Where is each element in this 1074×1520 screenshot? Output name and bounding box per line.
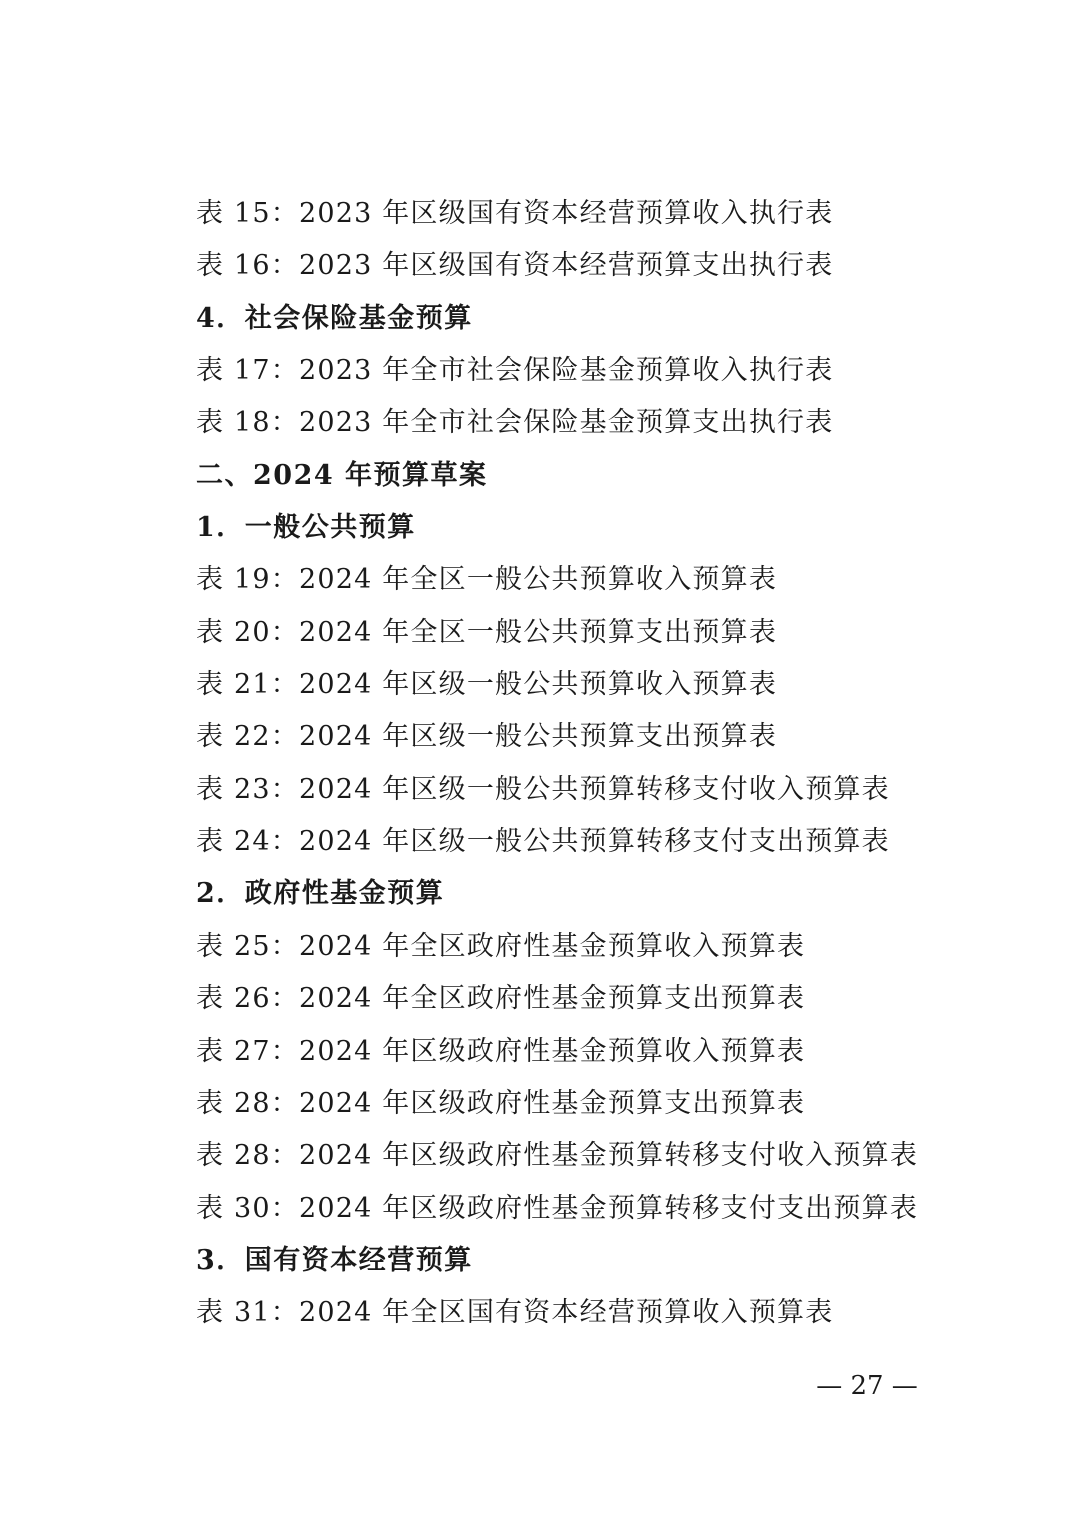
list-item: 表 28：2024 年区级政府性基金预算转移支付收入预算表 [196, 1140, 919, 1172]
list-item: 表 28：2024 年区级政府性基金预算支出预算表 [196, 1087, 806, 1119]
section-heading: 1．一般公共预算 [196, 512, 416, 544]
section-heading: 2．政府性基金预算 [196, 878, 445, 910]
section-heading: 3．国有资本经营预算 [196, 1244, 473, 1276]
list-item: 表 18：2023 年全市社会保险基金预算支出执行表 [196, 407, 834, 439]
table-of-contents-list [196, 188, 1016, 1340]
list-item: 表 19：2024 年全区一般公共预算收入预算表 [196, 564, 778, 596]
list-item: 表 26：2024 年全区政府性基金预算支出预算表 [196, 983, 806, 1015]
list-item: 表 30：2024 年区级政府性基金预算转移支付支出预算表 [196, 1192, 919, 1224]
section-heading: 4．社会保险基金预算 [196, 302, 473, 334]
section-heading: 二、2024 年预算草案 [196, 459, 488, 491]
list-item: 表 21：2024 年区级一般公共预算收入预算表 [196, 669, 778, 701]
page-number: — 27 — [816, 1371, 918, 1401]
list-item: 表 23：2024 年区级一般公共预算转移支付收入预算表 [196, 773, 890, 805]
list-item: 表 17：2023 年全市社会保险基金预算收入执行表 [196, 355, 834, 387]
list-item: 表 20：2024 年全区一般公共预算支出预算表 [196, 616, 778, 648]
list-item: 表 25：2024 年全区政府性基金预算收入预算表 [196, 930, 806, 962]
list-item: 表 27：2024 年区级政府性基金预算收入预算表 [196, 1035, 806, 1067]
list-item: 表 31：2024 年全区国有资本经营预算收入预算表 [196, 1297, 834, 1329]
list-item: 表 22：2024 年区级一般公共预算支出预算表 [196, 721, 778, 753]
list-item: 表 24：2024 年区级一般公共预算转移支付支出预算表 [196, 826, 890, 858]
list-item: 表 15：2023 年区级国有资本经营预算收入执行表 [196, 198, 834, 229]
list-item: 表 16：2023 年区级国有资本经营预算支出执行表 [196, 250, 834, 282]
